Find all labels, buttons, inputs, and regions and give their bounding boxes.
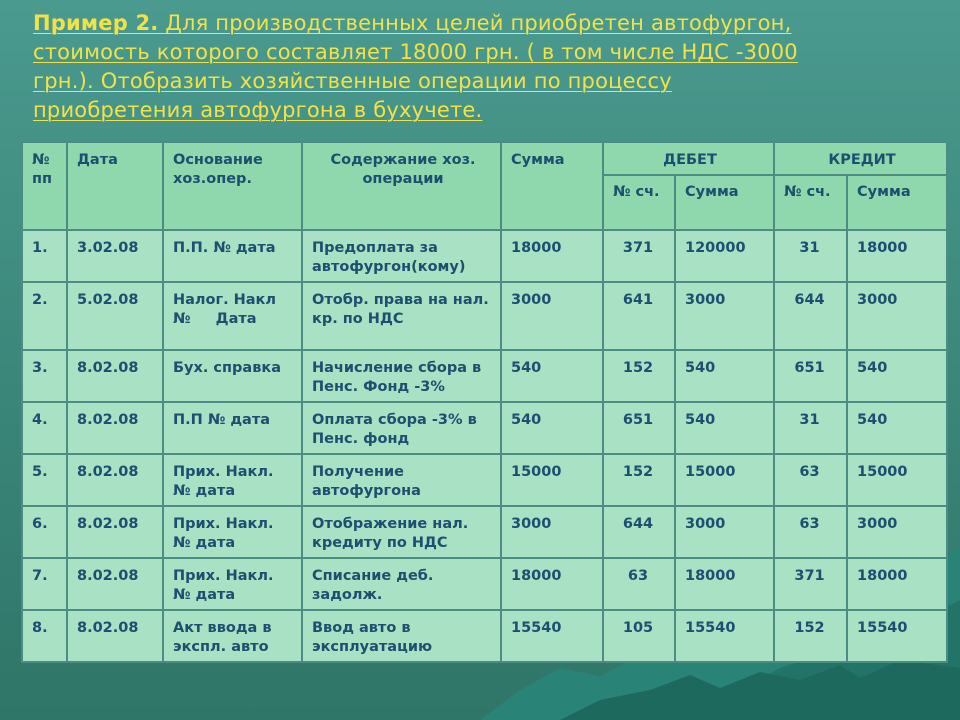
row-content: Ввод авто в эксплуатацию [302, 610, 501, 662]
row-date: 8.02.08 [67, 350, 163, 402]
operations-table [21, 141, 948, 663]
row-basis: Прих. Накл. № дата [163, 558, 302, 610]
row-content: Предоплата за автофургон(кому) [302, 230, 501, 282]
row-debit-sum: 3000 [675, 506, 774, 558]
row-credit-acc: 31 [774, 402, 847, 454]
row-date: 8.02.08 [67, 506, 163, 558]
row-credit-acc: 152 [774, 610, 847, 662]
header-debit-acc: № сч. [603, 175, 675, 230]
row-sum: 15540 [501, 610, 603, 662]
row-sum: 3000 [501, 282, 603, 350]
title-lead: Пример 2. [33, 11, 159, 35]
table-row [22, 282, 947, 350]
row-credit-acc: 63 [774, 454, 847, 506]
row-content: Отобр. права на нал. кр. по НДС [302, 282, 501, 350]
table-row [22, 402, 947, 454]
row-num: 2. [22, 282, 67, 350]
row-sum: 3000 [501, 506, 603, 558]
row-debit-acc: 641 [603, 282, 675, 350]
table-row [22, 506, 947, 558]
row-sum: 18000 [501, 558, 603, 610]
row-credit-sum: 18000 [847, 558, 947, 610]
row-basis: П.П № дата [163, 402, 302, 454]
row-debit-sum: 15000 [675, 454, 774, 506]
row-debit-sum: 120000 [675, 230, 774, 282]
header-sum: Сумма [501, 142, 603, 230]
row-credit-sum: 18000 [847, 230, 947, 282]
header-debit-sum: Сумма [675, 175, 774, 230]
row-num: 3. [22, 350, 67, 402]
row-debit-acc: 644 [603, 506, 675, 558]
row-sum: 15000 [501, 454, 603, 506]
title-line-2: стоимость которого составляет 18000 грн. ( в том числе НДС -3000 [33, 40, 798, 64]
row-debit-acc: 63 [603, 558, 675, 610]
header-basis: Основание хоз.опер. [163, 142, 302, 230]
row-debit-sum: 540 [675, 350, 774, 402]
header-credit-acc: № сч. [774, 175, 847, 230]
row-content: Начисление сбора в Пенс. Фонд -3% [302, 350, 501, 402]
title-line-1: Для производственных целей приобретен автофургон, [158, 11, 792, 35]
row-date: 8.02.08 [67, 558, 163, 610]
row-num: 1. [22, 230, 67, 282]
row-debit-sum: 18000 [675, 558, 774, 610]
row-debit-acc: 105 [603, 610, 675, 662]
row-num: 5. [22, 454, 67, 506]
row-content: Отображение нал. кредиту по НДС [302, 506, 501, 558]
header-num: № пп [22, 142, 67, 230]
row-content: Списание деб. задолж. [302, 558, 501, 610]
row-sum: 18000 [501, 230, 603, 282]
row-sum: 540 [501, 350, 603, 402]
row-basis: Прих. Накл. № дата [163, 454, 302, 506]
row-num: 4. [22, 402, 67, 454]
title-line-4: приобретения автофургона в бухучете. [33, 98, 483, 122]
row-credit-sum: 540 [847, 350, 947, 402]
row-credit-acc: 31 [774, 230, 847, 282]
title-line-3: грн.). Отобразить хозяйственные операции по процессу [33, 69, 672, 93]
row-debit-acc: 371 [603, 230, 675, 282]
row-debit-sum: 15540 [675, 610, 774, 662]
slide-title [33, 9, 933, 125]
row-sum: 540 [501, 402, 603, 454]
header-content: Содержание хоз. операции [302, 142, 501, 230]
row-content: Оплата сбора -3% в Пенс. фонд [302, 402, 501, 454]
row-basis: Прих. Накл. № дата [163, 506, 302, 558]
table-row [22, 350, 947, 402]
table-row [22, 230, 947, 282]
row-credit-sum: 540 [847, 402, 947, 454]
row-basis: Акт ввода в экспл. авто [163, 610, 302, 662]
row-debit-acc: 152 [603, 350, 675, 402]
row-credit-sum: 3000 [847, 506, 947, 558]
row-basis: Бух. справка [163, 350, 302, 402]
header-credit: КРЕДИТ [774, 142, 947, 175]
row-date: 3.02.08 [67, 230, 163, 282]
table-row [22, 454, 947, 506]
row-debit-acc: 651 [603, 402, 675, 454]
row-credit-sum: 3000 [847, 282, 947, 350]
row-credit-acc: 371 [774, 558, 847, 610]
row-date: 8.02.08 [67, 402, 163, 454]
header-date: Дата [67, 142, 163, 230]
row-credit-sum: 15540 [847, 610, 947, 662]
row-credit-acc: 63 [774, 506, 847, 558]
row-credit-sum: 15000 [847, 454, 947, 506]
row-debit-sum: 3000 [675, 282, 774, 350]
row-date: 5.02.08 [67, 282, 163, 350]
row-date: 8.02.08 [67, 454, 163, 506]
table-row [22, 610, 947, 662]
row-debit-acc: 152 [603, 454, 675, 506]
header-debit: ДЕБЕТ [603, 142, 774, 175]
row-basis: П.П. № дата [163, 230, 302, 282]
row-credit-acc: 651 [774, 350, 847, 402]
header-credit-sum: Сумма [847, 175, 947, 230]
row-num: 6. [22, 506, 67, 558]
row-content: Получение автофургона [302, 454, 501, 506]
row-num: 7. [22, 558, 67, 610]
row-debit-sum: 540 [675, 402, 774, 454]
row-credit-acc: 644 [774, 282, 847, 350]
row-num: 8. [22, 610, 67, 662]
table-row [22, 558, 947, 610]
row-basis: Налог. Накл № Дата [163, 282, 302, 350]
row-date: 8.02.08 [67, 610, 163, 662]
